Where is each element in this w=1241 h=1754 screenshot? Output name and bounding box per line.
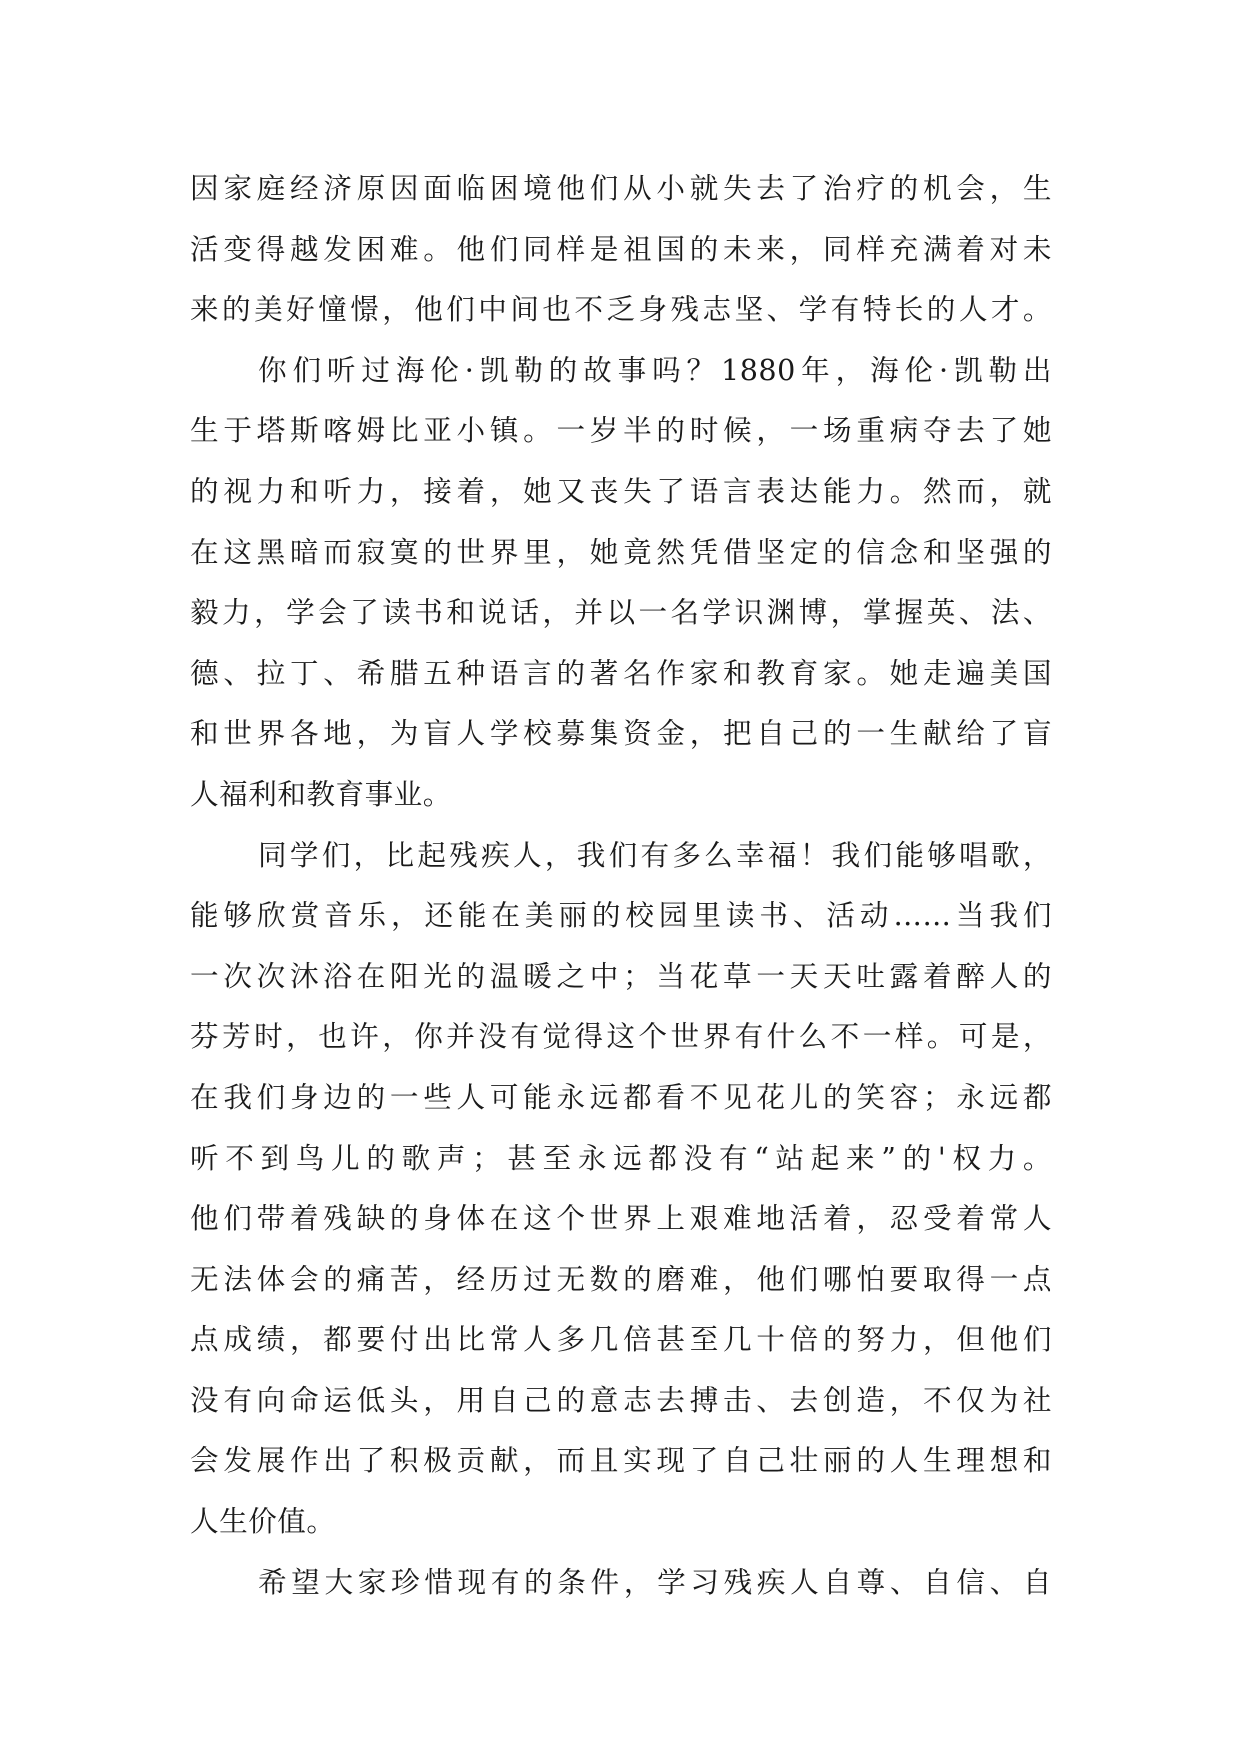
text-line: 人生价值。: [190, 1504, 336, 1539]
text-line: 能够欣赏音乐，还能在美丽的校园里读书、活动……当我们: [190, 898, 1052, 933]
text-line: 来的美好憧憬，他们中间也不乏身残志坚、学有特长的人才。: [190, 292, 1052, 327]
text-line: 和世界各地，为盲人学校募集资金，把自己的一生献给了盲: [190, 716, 1052, 751]
text-line: 芬芳时，也许，你并没有觉得这个世界有什么不一样。可是，: [190, 1019, 1052, 1054]
text-line: 点成绩，都要付出比常人多几倍甚至几十倍的努力，但他们: [190, 1322, 1052, 1357]
text-line: 人福利和教育事业。: [190, 776, 452, 811]
text-line: 在我们身边的一些人可能永远都看不见花儿的笑容；永远都: [190, 1079, 1052, 1114]
text-line: 听不到鸟儿的歌声；甚至永远都没有“站起来”的'权力。: [190, 1140, 1052, 1175]
text-line: 因家庭经济原因面临困境他们从小就失去了治疗的机会，生: [190, 171, 1052, 205]
text-line: 毅力，学会了读书和说话，并以一名学识渊博，掌握英、法、: [190, 595, 1052, 630]
document-body: [190, 158, 1052, 1612]
text-line: 无法体会的痛苦，经历过无数的磨难，他们哪怕要取得一点: [190, 1261, 1052, 1296]
text-line: 希望大家珍惜现有的条件，学习残疾人自尊、自信、自: [258, 1564, 1052, 1599]
text-line: 德、拉丁、希腊五种语言的著名作家和教育家。她走遍美国: [190, 655, 1052, 690]
text-line: 会发展作出了积极贡献，而且实现了自己壮丽的人生理想和: [190, 1443, 1052, 1478]
text-line: 没有向命运低头，用自己的意志去搏击、去创造，不仅为社: [190, 1382, 1052, 1417]
text-line: 他们带着残缺的身体在这个世界上艰难地活着，忍受着常人: [190, 1201, 1052, 1236]
text-line: 同学们，比起残疾人，我们有多么幸福！我们能够唱歌，: [258, 837, 1052, 872]
text-line: 活变得越发困难。他们同样是祖国的未来，同样充满着对未: [190, 231, 1052, 266]
text-line: 在这黑暗而寂寞的世界里，她竟然凭借坚定的信念和坚强的: [190, 534, 1052, 569]
text-line: 生于塔斯喀姆比亚小镇。一岁半的时候，一场重病夺去了她: [190, 413, 1052, 448]
text-line: 一次次沐浴在阳光的温暖之中；当花草一天天吐露着醉人的: [190, 958, 1052, 993]
text-line: 你们听过海伦·凯勒的故事吗？1880年，海伦·凯勒出: [258, 352, 1052, 387]
text-line: 的视力和听力，接着，她又丧失了语言表达能力。然而，就: [190, 473, 1052, 508]
